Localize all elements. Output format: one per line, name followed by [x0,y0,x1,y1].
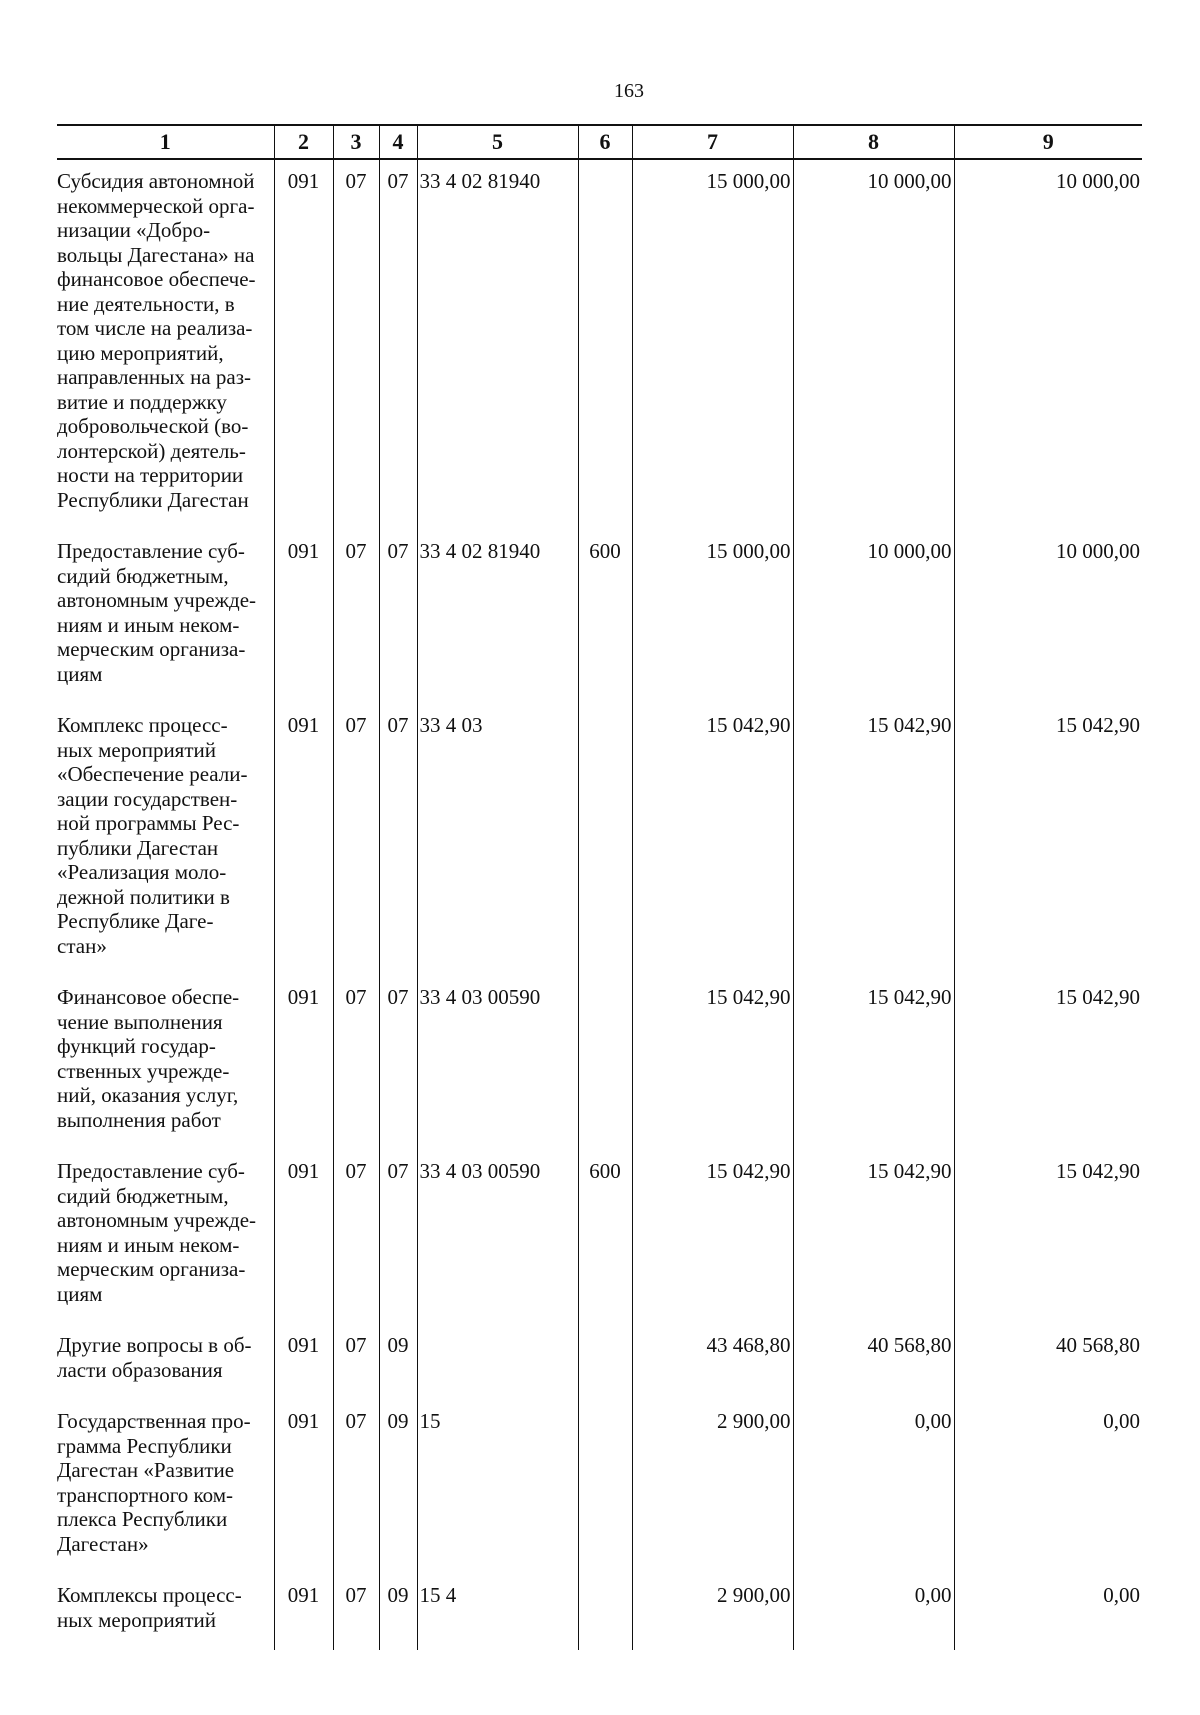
column-header: 1 [57,125,274,159]
code-cell: 33 4 03 [417,704,578,976]
code-cell [578,159,632,530]
amount-cell: 2 900,00 [632,1400,793,1574]
code-cell: 07 [379,1150,417,1324]
code-cell: 091 [274,159,333,530]
row-name-cell [57,976,274,1150]
column-header: 5 [417,125,578,159]
code-cell: 15 4 [417,1574,578,1650]
amount-cell: 15 042,90 [954,976,1142,1150]
amount-cell: 40 568,80 [954,1324,1142,1400]
row-name-cell [57,1324,274,1400]
amount-cell: 15 042,90 [632,976,793,1150]
code-cell: 07 [333,1150,379,1324]
column-header: 2 [274,125,333,159]
code-cell: 33 4 02 81940 [417,159,578,530]
code-cell: 33 4 03 00590 [417,976,578,1150]
code-cell: 600 [578,530,632,704]
amount-cell: 43 468,80 [632,1324,793,1400]
code-cell: 091 [274,530,333,704]
budget-table [57,124,1142,1650]
code-cell: 091 [274,1150,333,1324]
code-cell: 07 [333,1324,379,1400]
row-name: Финансовое обеспе- чение выполнения функций государ- ственных учрежде- ний, оказания услуг, выполнения работ [57,985,240,1132]
amount-cell: 10 000,00 [793,530,954,704]
amount-cell: 15 042,90 [793,1150,954,1324]
amount-cell: 15 000,00 [632,530,793,704]
column-header: 7 [632,125,793,159]
amount-cell: 15 042,90 [954,704,1142,976]
row-name: Государственная про- грамма Республики Дагестан «Развитие транспортного ком- плекса Республики Дагестан» [57,1409,251,1556]
table-row [57,1400,1142,1574]
code-cell [578,976,632,1150]
code-cell: 33 4 03 00590 [417,1150,578,1324]
amount-cell: 15 042,90 [793,976,954,1150]
amount-cell: 0,00 [793,1574,954,1650]
code-cell: 07 [379,159,417,530]
row-name: Предоставление суб- сидий бюджетным, автономным учрежде- ниям и иным неком- мерческим организа- циям [57,539,257,686]
column-header: 8 [793,125,954,159]
amount-cell: 10 000,00 [954,159,1142,530]
row-name-cell [57,159,274,530]
code-cell: 600 [578,1150,632,1324]
code-cell: 07 [333,1400,379,1574]
code-cell: 091 [274,976,333,1150]
amount-cell: 10 000,00 [954,530,1142,704]
code-cell: 33 4 02 81940 [417,530,578,704]
code-cell: 07 [333,1574,379,1650]
code-cell: 09 [379,1574,417,1650]
code-cell [578,1574,632,1650]
code-cell: 07 [333,530,379,704]
header-row [57,125,1142,159]
column-header: 3 [333,125,379,159]
table-row [57,1574,1142,1650]
amount-cell: 15 000,00 [632,159,793,530]
code-cell: 09 [379,1400,417,1574]
column-header: 4 [379,125,417,159]
row-name-cell [57,1574,274,1650]
code-cell: 07 [333,159,379,530]
code-cell: 07 [379,530,417,704]
column-header: 9 [954,125,1142,159]
amount-cell: 15 042,90 [632,1150,793,1324]
column-header: 6 [578,125,632,159]
page-number: 163 [614,80,644,102]
amount-cell: 15 042,90 [793,704,954,976]
amount-cell: 10 000,00 [793,159,954,530]
amount-cell: 0,00 [954,1574,1142,1650]
amount-cell: 0,00 [954,1400,1142,1574]
amount-cell: 40 568,80 [793,1324,954,1400]
code-cell: 07 [333,704,379,976]
code-cell: 07 [379,976,417,1150]
code-cell: 091 [274,1574,333,1650]
code-cell: 09 [379,1324,417,1400]
code-cell: 091 [274,704,333,976]
table-row [57,1324,1142,1400]
code-cell: 15 [417,1400,578,1574]
amount-cell: 0,00 [793,1400,954,1574]
row-name: Другие вопросы в об- ласти образования [57,1333,252,1382]
code-cell: 091 [274,1324,333,1400]
row-name-cell [57,1400,274,1574]
code-cell: 091 [274,1400,333,1574]
row-name: Комплексы процесс- ных мероприятий [57,1583,242,1632]
row-name: Предоставление суб- сидий бюджетным, автономным учрежде- ниям и иным неком- мерческим организа- циям [57,1159,257,1306]
code-cell [417,1324,578,1400]
amount-cell: 15 042,90 [632,704,793,976]
code-cell [578,1324,632,1400]
table-row [57,704,1142,976]
code-cell: 07 [333,976,379,1150]
row-name: Комплекс процесс- ных мероприятий «Обеспечение реали- зации государствен- ной программы Рес- публики Дагестан «Реализация моло- дежной политики в Республике Даге- стан» [57,713,248,958]
table-row [57,159,1142,530]
table-row [57,1150,1142,1324]
row-name: Субсидия автономной некоммерческой орга- низации «Добро- вольцы Дагестана» на финансовое обеспече- ние деятельности, в том числе на реализа- цию мероприятий, направленных на раз- витие и поддержку добровольческой (во- лонтерской) деятель- ности на территории Республики Дагестан [57,169,256,512]
table-row [57,976,1142,1150]
row-name-cell [57,530,274,704]
row-name-cell [57,1150,274,1324]
amount-cell: 15 042,90 [954,1150,1142,1324]
code-cell [578,704,632,976]
amount-cell: 2 900,00 [632,1574,793,1650]
row-name-cell [57,704,274,976]
code-cell [578,1400,632,1574]
code-cell: 07 [379,704,417,976]
table-row [57,530,1142,704]
